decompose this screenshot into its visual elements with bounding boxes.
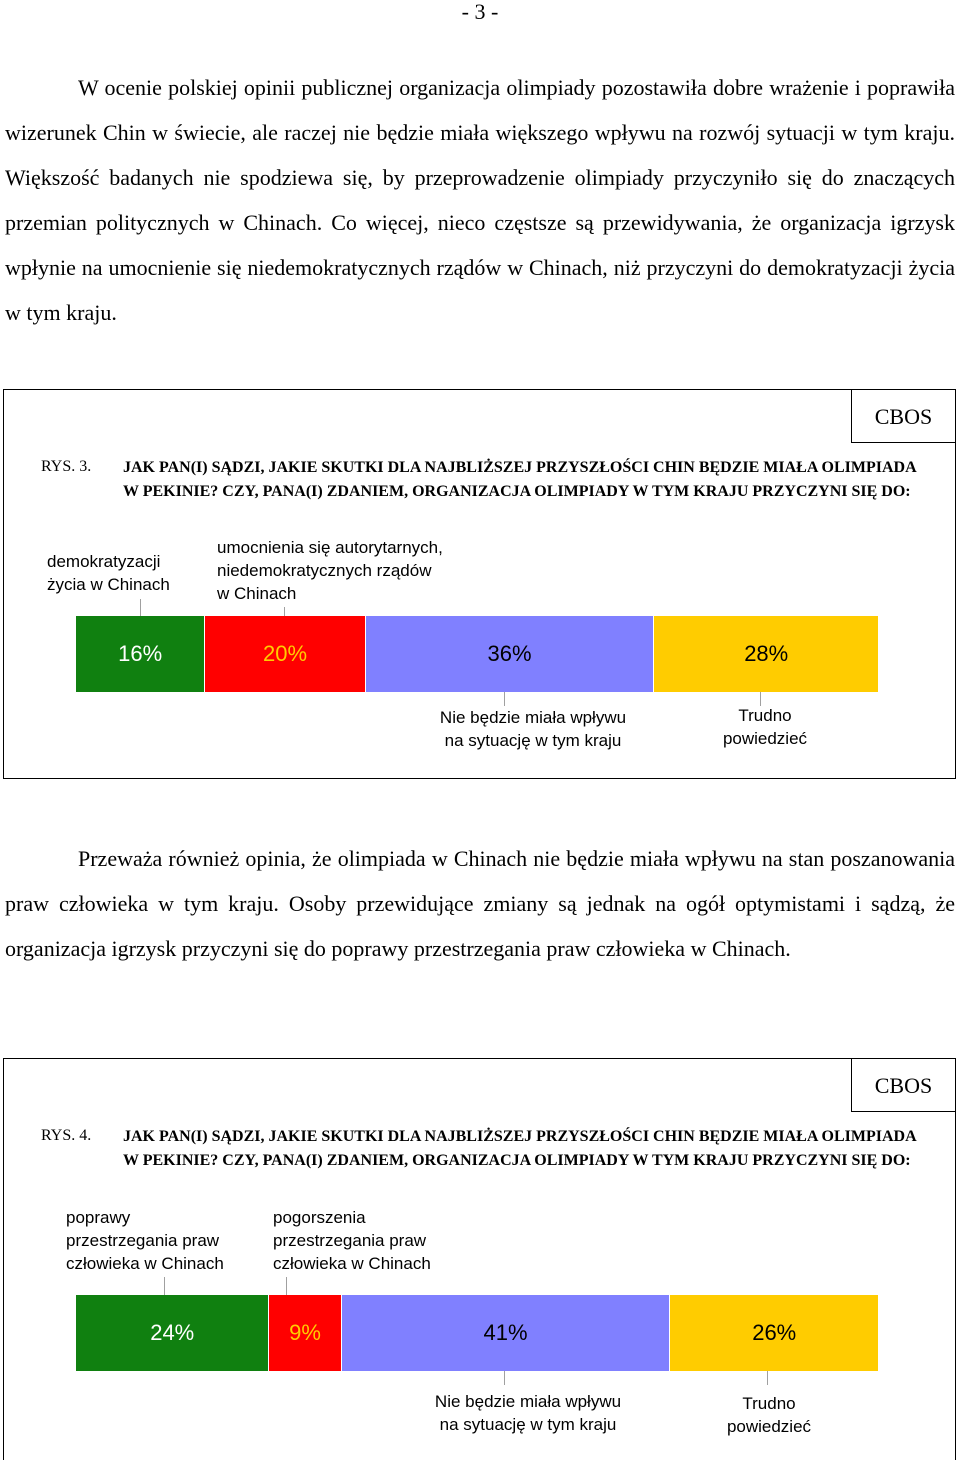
figure-question: JAK PAN(I) SĄDZI, JAKIE SKUTKI DLA NAJBLIŻSZEJ PRZYSZŁOŚCI CHIN BĘDZIE MIAŁA OLIMPIADA W PEKINIE? CZY, PANA(I) ZDANIEM, ORGANIZACJA OLIMPIADY W TYM KRAJU PRZYCZYNI SIĘ DO: (123, 1128, 916, 1169)
bar-value-label: 36% (487, 641, 532, 666)
stacked-bar (76, 1295, 878, 1371)
paragraph-human-rights (5, 836, 955, 971)
bar-value-label: 28% (744, 641, 789, 666)
bar-segment (341, 1295, 670, 1371)
bar-segment (76, 616, 204, 692)
paragraph-olympics-impact (5, 65, 955, 335)
page-number: - 3 - (461, 0, 499, 24)
bar-segment (669, 1295, 878, 1371)
label-leader-line (140, 599, 141, 617)
stacked-bar (76, 616, 878, 692)
source-label: CBOS (851, 390, 955, 443)
figure-label: RYS. 3. (41, 458, 92, 475)
category-label: umocnienia się autorytarnych, niedemokratycznych rządów w Chinach (217, 538, 443, 603)
category-label: Trudno powiedzieć (722, 706, 808, 748)
bar-value-label: 9% (289, 1320, 321, 1345)
bar-segment (653, 616, 878, 692)
category-label: Nie będzie miała wpływu na sytuację w tym kraju (439, 708, 627, 750)
bar-segment (365, 616, 654, 692)
category-label: Nie będzie miała wpływu na sytuację w tym kraju (434, 1392, 622, 1434)
paragraph-text: W ocenie polskiej opinii publicznej organizacja olimpiady pozostawiła dobre wrażenie i poprawiła wizerunek Chin w świecie, ale raczej nie będzie miała większego wpływu na rozwój sytuacji w tym kraju. Większość badanych nie spodziewa się, by przeprowadzenie olimpiady przyczyniło się do znaczących przemian politycznych w Chinach. Co więcej, nieco częstsze są przewidywania, że organizacja igrzysk wpłynie na umocnienie się niedemokratycznych rządów w Chinach, niż przyczyni do demokratyzacji życia w tym kraju. (5, 75, 955, 325)
figure-rys-3 (3, 389, 956, 779)
bar-value-label: 41% (483, 1320, 528, 1345)
label-leader-line (504, 692, 505, 706)
label-leader-line (286, 1277, 287, 1295)
category-label: poprawy przestrzegania praw człowieka w Chinach (66, 1208, 224, 1273)
bar-segment (76, 1295, 268, 1371)
bar-segment (268, 1295, 340, 1371)
source-label: CBOS (851, 1059, 955, 1112)
category-label: pogorszenia przestrzegania praw człowieka w Chinach (273, 1208, 431, 1273)
bar-value-label: 24% (150, 1320, 195, 1345)
bar-segment (204, 616, 364, 692)
label-leader-line (164, 1277, 165, 1295)
category-label: demokratyzacji życia w Chinach (47, 552, 170, 594)
bar-value-label: 16% (118, 641, 163, 666)
bar-value-label: 20% (262, 641, 308, 666)
bar-value-label: 26% (752, 1320, 797, 1345)
figure-question: JAK PAN(I) SĄDZI, JAKIE SKUTKI DLA NAJBLIŻSZEJ PRZYSZŁOŚCI CHIN BĘDZIE MIAŁA OLIMPIADA W PEKINIE? CZY, PANA(I) ZDANIEM, ORGANIZACJA OLIMPIADY W TYM KRAJU PRZYCZYNI SIĘ DO: (123, 459, 916, 500)
paragraph-text: Przeważa również opinia, że olimpiada w Chinach nie będzie miała wpływu na stan poszanowania praw człowieka w tym kraju. Osoby przewidujące zmiany są jednak na ogół optymistami i sądzą, że organizacja igrzysk przyczyni się do poprawy przestrzegania praw człowieka w Chinach. (5, 846, 955, 961)
figure-rys-4 (3, 1058, 956, 1460)
category-label: Trudno powiedzieć (726, 1394, 812, 1436)
label-leader-line (767, 1371, 768, 1385)
label-leader-line (504, 1371, 505, 1385)
figure-label: RYS. 4. (41, 1127, 92, 1144)
